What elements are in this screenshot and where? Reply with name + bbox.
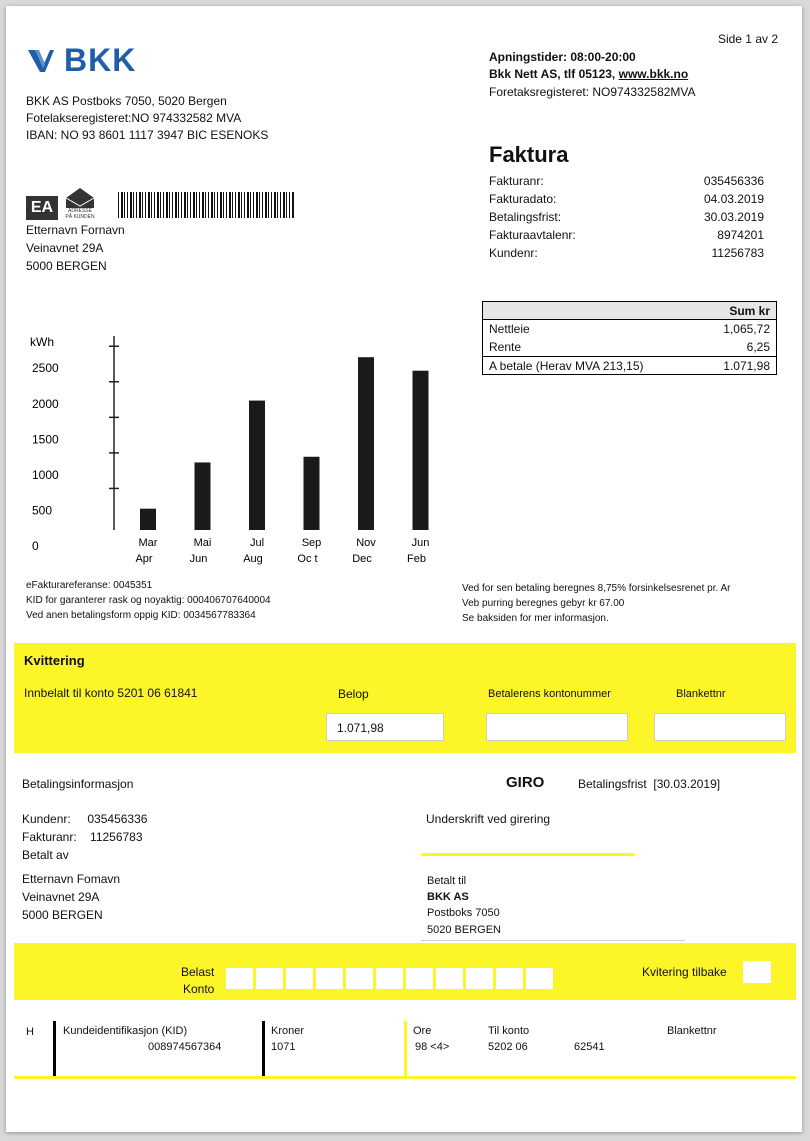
ea-label: EA [26,196,58,220]
receipt-paid-to: Innbelalt til konto 5201 06 61841 [24,686,198,700]
x-tick-label: Nov [356,537,376,549]
account-digit-box[interactable] [466,968,493,989]
x-tick-label: Aug [243,553,263,565]
account-digit-box[interactable] [496,968,523,989]
chart-bar [304,457,320,530]
account-digit-box[interactable] [526,968,553,989]
account-digit-box[interactable] [286,968,313,989]
form-number-field[interactable] [654,713,786,741]
payer-account-field[interactable] [486,713,628,741]
sender-registry: Fotelakseregisteret:NO 974332582 MVA [26,111,242,125]
summary-label: Rente [489,340,522,354]
kid-label: Kundeidentifikasjon (KID) [63,1025,188,1037]
invoice-label: Fakturanr: [489,174,544,188]
invoice-row [489,246,764,260]
recipient-street: Veinavnet 29A [26,241,104,255]
invoice-label: Betalingsfrist: [489,210,562,224]
amount-label: Belop [338,687,369,701]
y-tick-label: 2500 [32,361,59,376]
receipt-title: Kvittering [24,653,85,668]
x-tick-label: Sep [301,537,322,549]
bottom-divider [262,1021,265,1077]
signature-line[interactable] [421,853,635,856]
invoice-label: Kundenr: [489,246,538,260]
invoice-value: 035456336 [703,174,764,188]
x-tick-label: Jul [249,537,265,549]
giro-customer-value: 035456336 [87,812,148,826]
invoice-value: 04.03.2019 [703,192,764,206]
x-tick-label: Jun [189,553,208,565]
invoice-row [489,192,764,206]
invoice-row [489,228,764,242]
opening-hours: Apningstider: 08:00-20:00 [489,50,636,64]
page-number: Side 1 av 2 [717,32,778,46]
x-tick-label: Mar [138,537,158,549]
summary-table [482,301,777,375]
account-digit-box[interactable] [256,968,283,989]
kroner-value: 1071 [271,1041,296,1053]
giro-title: GIRO [506,774,545,791]
bkk-logo-text: BKK [64,42,137,78]
bkk-wave-icon [26,47,64,75]
receipt-back-label: Kvitering tilbake [642,965,727,979]
payer-street: Veinavnet 29A [22,890,100,904]
amount-field[interactable]: 1.071,98 [326,713,444,741]
bottom-yellow-line [14,1076,796,1079]
usage-chart [6,324,430,574]
to-account-value: 5202 06 [488,1041,528,1053]
y-tick-label: 2000 [32,396,59,411]
giro-paid-by-label: Betalt av [22,848,69,862]
x-tick-label: Apr [135,553,153,565]
payment-info-label: Betalingsinformasjon [22,777,134,791]
signature-label: Underskrift ved girering [426,812,551,826]
ore-value: 98 <4> [415,1041,450,1053]
summary-total-row [483,356,776,374]
account-digit-box[interactable] [406,968,433,989]
invoice-label: Fakturaavtalenr: [489,228,576,242]
summary-row [483,338,776,356]
chart-bar [249,401,265,530]
contact-phone [489,67,688,81]
reminder-fee-notice: Veb purring beregnes gebyr kr 67.00 [462,598,625,609]
x-tick-label: Jun [411,537,430,549]
paid-to-label: Betalt til [427,875,467,887]
giro-due-label: Betalingsfrist [578,777,647,791]
summary-value: 6,25 [746,340,770,354]
invoice-row [489,210,764,224]
payee-street: Postboks 7050 [427,907,500,919]
late-payment-notice: Ved for sen betaling beregnes 8,75% forsinkelsesrenet pr. Ar [462,583,731,594]
barcode [118,192,294,218]
chart-bar [358,357,374,530]
summary-header: Sum kr [483,302,776,320]
debit-label-line2: Konto [183,982,215,996]
to-account-label: Til konto [488,1025,530,1037]
sender-iban: IBAN: NO 93 8601 1117 3947 BIC ESENOKS [26,128,269,142]
ea-caption [62,208,98,220]
invoice-value: 30.03.2019 [703,210,764,224]
giro-invoice-value: 11256783 [90,830,143,844]
x-tick-label: Feb [407,553,426,565]
giro-invoice-label: Fakturanr: [22,830,77,844]
invoice-title: Faktura [489,142,569,167]
giro-invoice [22,830,143,844]
efaktura-reference: eFakturareferanse: 0045351 [26,580,153,591]
see-backside-notice: Se baksiden for mer informasjon. [462,613,609,624]
payer-city: 5000 BERGEN [22,908,103,922]
payee-city: 5020 BERGEN [427,924,501,936]
invoice-label: Fakturadato: [489,192,557,206]
recipient-city: 5000 BERGEN [26,259,107,273]
ea-caption-line1: ADRESSE [68,208,92,214]
invoice-row [489,174,764,188]
sender-address: BKK AS Postboks 7050, 5020 Bergen [26,94,227,108]
giro-due-value: [30.03.2019] [653,777,721,791]
bkk-logo [26,42,136,79]
contact-phone-text: Bkk Nett AS, tlf 05123, [489,67,619,81]
payee-name: BKK AS [427,891,469,903]
ea-stamp [26,186,98,220]
other-payment-reference: Ved anen betalingsform oppig KID: 0034567783364 [26,610,256,621]
kroner-label: Kroner [271,1025,305,1037]
giro-customer-label: Kundenr: [22,812,71,826]
company-registry: Foretaksregisteret: NO974332582MVA [489,85,696,99]
form-number-label: Blankettnr [676,688,726,700]
recipient-name: Etternavn Fornavn [26,223,125,237]
account-digit-box[interactable] [376,968,403,989]
to-account-value-2: 62541 [574,1041,605,1053]
debit-label-line1: Belast [181,965,215,979]
invoice-value: 8974201 [717,228,764,242]
kid-reference: KID for garanterer rask og noyaktig: 000406707640004 [26,595,271,606]
x-tick-label: Dec [352,553,372,565]
payer-name: Etternavn Fomavn [22,872,121,886]
y-tick-label: 1000 [32,467,59,482]
account-digit-box[interactable] [316,968,343,989]
summary-row [483,320,776,338]
x-tick-label: Oc t [297,553,318,565]
account-digit-box[interactable] [436,968,463,989]
envelope-icon [62,186,98,208]
website-link[interactable]: www.bkk.no [618,67,689,81]
summary-total-value: 1.071,98 [723,359,770,373]
payer-account-label: Betalerens kontonummer [488,688,611,700]
account-digit-box[interactable] [346,968,373,989]
ore-label: Ore [413,1025,432,1037]
y-tick-label: 1500 [32,432,59,447]
summary-label: Nettleie [489,322,530,336]
y-tick-label: 0 [32,539,39,553]
x-tick-label: Mai [193,537,212,549]
debit-label [181,964,214,998]
y-axis-label: kWh [30,335,54,349]
invoice-page [6,6,802,1132]
giro-customer [22,812,147,826]
payee-divider [421,940,685,941]
bottom-divider [53,1021,56,1077]
chart-bar [413,371,429,530]
bottom-h: H [26,1026,34,1038]
giro-due [578,777,720,791]
summary-value: 1,065,72 [723,322,770,336]
y-tick-label: 500 [32,503,53,518]
chart-bar [195,462,211,530]
bottom-form-label: Blankettnr [667,1025,717,1037]
receipt-back-checkbox[interactable] [743,961,771,983]
chart-bar [140,509,156,530]
kid-value: 008974567364 [148,1041,222,1053]
account-digit-box[interactable] [226,968,253,989]
invoice-value: 11256783 [711,246,764,260]
summary-total-label: A betale (Herav MVA 213,15) [489,359,644,373]
bottom-yellow-divider [404,1021,407,1077]
ea-caption-line2: PÅ KUNDEN [65,214,95,220]
